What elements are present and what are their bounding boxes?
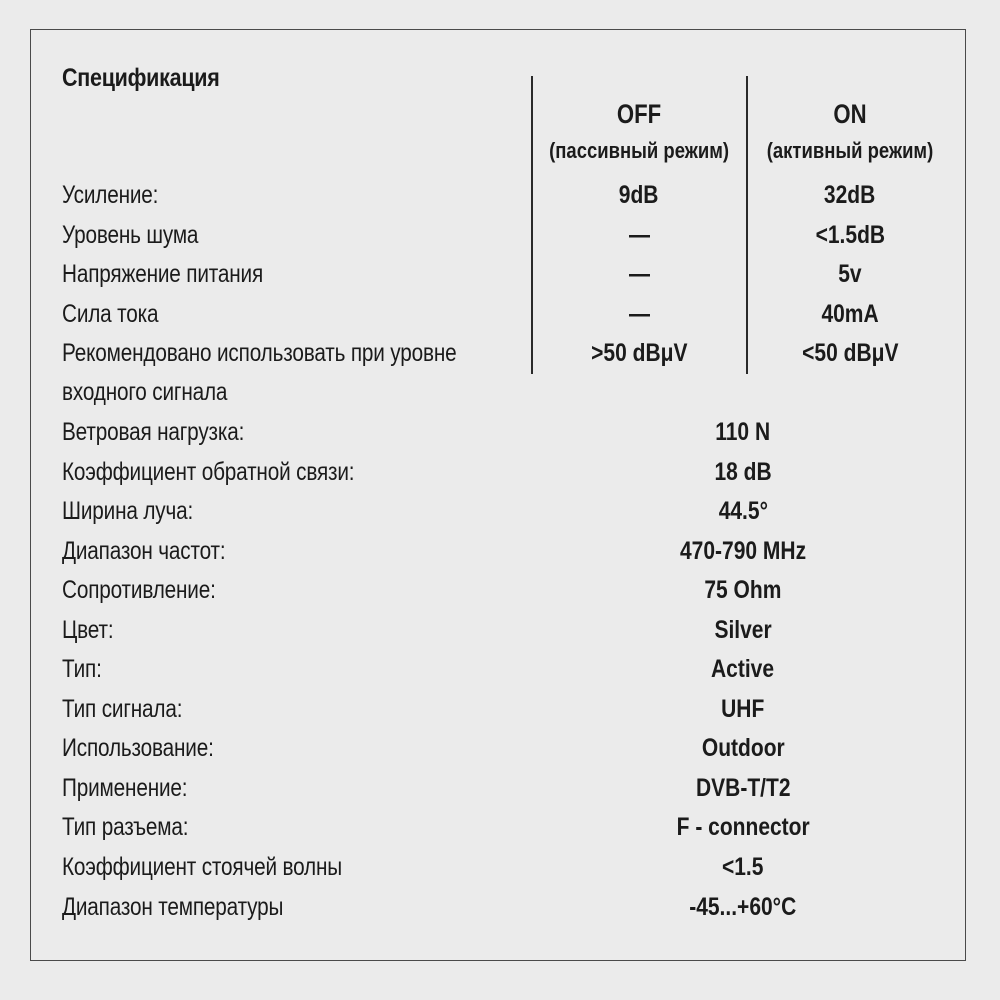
spec-label: Диапазон частот:: [62, 537, 226, 565]
spec-row: [0, 571, 1000, 610]
spec-row: [0, 453, 1000, 492]
spec-value: F - connector: [676, 813, 810, 841]
spec-row-voltage: [0, 255, 1000, 294]
spec-row: [0, 413, 1000, 452]
spec-value-off: >50 dBμV: [590, 339, 688, 367]
spec-row-noise: [0, 216, 1000, 255]
spec-value: UHF: [721, 695, 765, 723]
column-on-desc: (активный режим): [766, 138, 934, 163]
spec-label: Уровень шума: [62, 221, 199, 249]
spec-label: Усиление:: [62, 181, 159, 209]
spec-row: [0, 532, 1000, 571]
spec-title: Спецификация: [62, 64, 220, 92]
column-header-on: [747, 94, 953, 168]
spec-row: [0, 848, 1000, 887]
spec-label: Тип разъема:: [62, 813, 189, 841]
spec-value-on: 5v: [838, 260, 862, 288]
column-off-desc: (пассивный режим): [549, 138, 730, 163]
spec-row: [0, 611, 1000, 650]
spec-value: Outdoor: [701, 734, 785, 762]
spec-row-recommended-level: [0, 334, 1000, 406]
spec-value: 470-790 MHz: [679, 537, 807, 565]
spec-row: [0, 808, 1000, 847]
spec-row: [0, 690, 1000, 729]
spec-value: 18 dB: [714, 458, 772, 486]
spec-label: Диапазон температуры: [62, 893, 284, 921]
spec-value-off: —: [628, 260, 650, 288]
column-on-mode: ON: [833, 99, 867, 129]
spec-value: 75 Ohm: [704, 576, 782, 604]
spec-value: Active: [711, 655, 775, 683]
spec-value-off: —: [628, 300, 650, 328]
spec-value: <1.5: [722, 853, 764, 881]
spec-value: -45...+60°C: [689, 893, 797, 921]
spec-label-line1: Рекомендовано использовать при уровне: [62, 339, 457, 367]
spec-value: DVB-T/T2: [695, 774, 791, 802]
spec-value-on: 32dB: [824, 181, 876, 209]
column-off-mode: OFF: [616, 99, 662, 129]
spec-value-off: —: [628, 221, 650, 249]
spec-label: [62, 334, 457, 412]
spec-label: Цвет:: [62, 616, 114, 644]
spec-row-current: [0, 295, 1000, 334]
spec-label: Сила тока: [62, 300, 159, 328]
spec-row-gain: [0, 176, 1000, 215]
spec-value-off: 9dB: [619, 181, 659, 209]
spec-label: Применение:: [62, 774, 188, 802]
spec-value: 44.5°: [718, 497, 768, 525]
spec-value-on: <1.5dB: [815, 221, 885, 249]
spec-value-on: 40mA: [821, 300, 879, 328]
spec-value: Silver: [714, 616, 772, 644]
spec-label: Коэффициент стоячей волны: [62, 853, 343, 881]
spec-row: [0, 769, 1000, 808]
column-header-off: [532, 94, 746, 168]
spec-label: Напряжение питания: [62, 260, 264, 288]
spec-row: [0, 729, 1000, 768]
spec-label: Сопротивление:: [62, 576, 216, 604]
spec-value-on: <50 dBμV: [801, 339, 899, 367]
spec-label: Использование:: [62, 734, 214, 762]
spec-label: Ветровая нагрузка:: [62, 418, 245, 446]
spec-row: [0, 888, 1000, 927]
spec-label: Коэффициент обратной связи:: [62, 458, 355, 486]
spec-label-line2: входного сигнала: [62, 378, 228, 406]
spec-label: Тип:: [62, 655, 102, 683]
spec-label: Ширина луча:: [62, 497, 194, 525]
spec-value: 110 N: [715, 418, 771, 446]
spec-row: [0, 492, 1000, 531]
spec-row: [0, 650, 1000, 689]
spec-label: Тип сигнала:: [62, 695, 183, 723]
